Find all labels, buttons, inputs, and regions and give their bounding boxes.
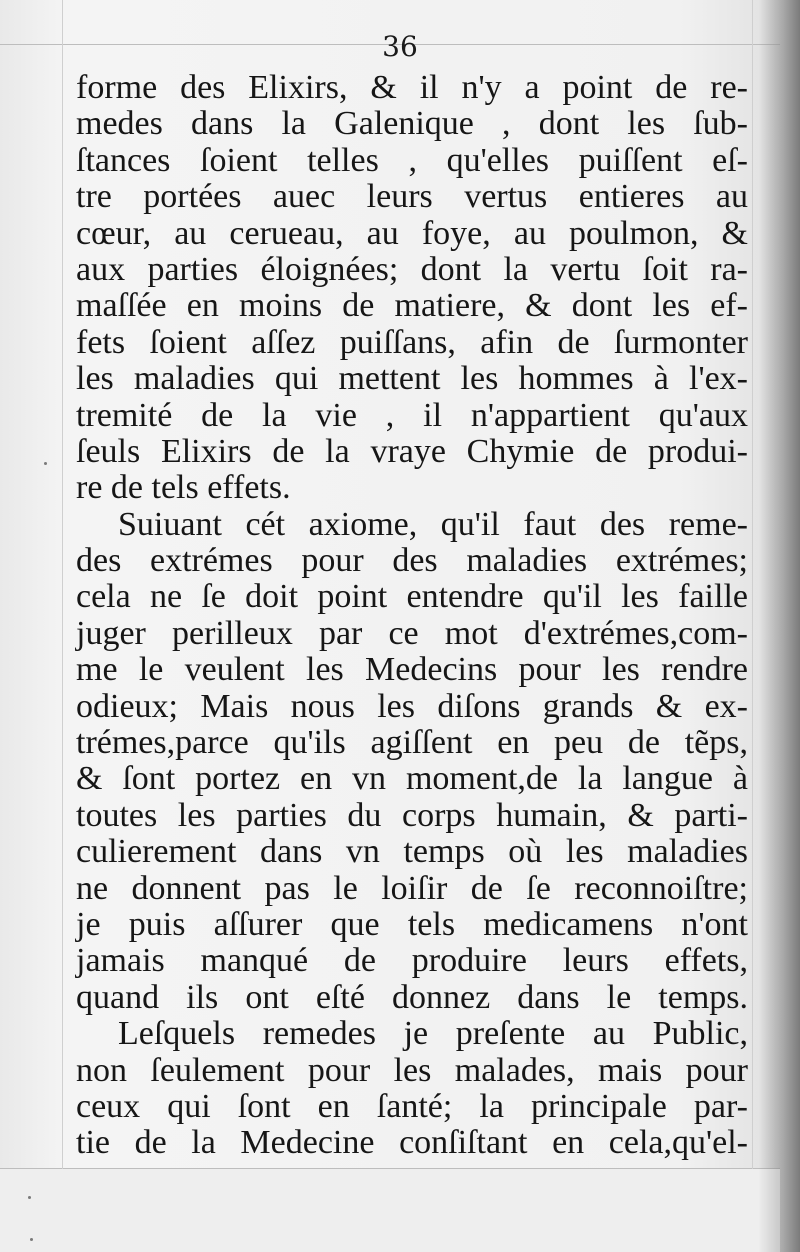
text-line: Suiuant cét axiome, qu'il faut des reme- [118,505,748,543]
text-line: jamais manqué de produire leurs effets, [76,942,748,980]
paper-speck [44,462,47,465]
text-line: non ſeulement pour les malades, mais pour [76,1051,748,1089]
text-line: odieux; Mais nous les diſons grands & ex- [76,687,748,725]
text-line: cela ne ſe doit point entendre qu'il les faille [76,578,748,616]
text-line: des extrémes pour des maladies extrémes; [76,542,748,580]
text-line: quand ils ont eſté donnez dans le temps. [76,978,748,1016]
text-line: culierement dans vn temps où les maladies [76,833,748,871]
text-line: aux parties éloignées; dont la vertu ſoit ra- [76,250,748,288]
left-margin-rule [62,0,63,1252]
text-line: Leſquels remedes je preſente au Public, [118,1015,748,1053]
paragraph [76,1016,748,1162]
body-text [76,70,748,1162]
text-line: tie de la Medecine conſiſtant en cela,qu'el- [76,1124,748,1162]
paragraph [76,507,748,1016]
lower-margin [0,1169,780,1252]
text-line: maſſée en moins de matiere, & dont les ef- [76,287,748,325]
text-line: trémes,parce qu'ils agiſſent en peu de tẽps, [76,724,748,762]
text-line: medes dans la Galenique , dont les ſub- [76,105,748,143]
text-line: & ſont portez en vn moment,de la langue à [76,760,748,798]
text-line: je puis aſſurer que tels medicamens n'ont [76,905,748,943]
text-line: juger perilleux par ce mot d'extrémes,com- [76,614,748,652]
text-line: tremité de la vie , il n'appartient qu'aux [76,396,748,434]
text-line: forme des Elixirs, & il n'y a point de re- [76,69,748,106]
text-line: toutes les parties du corps humain, & parti- [76,796,748,834]
text-line: les maladies qui mettent les hommes à l'ex- [76,360,748,398]
text-line: cœur, au cerueau, au foye, au poulmon, & [76,214,748,252]
text-line: fets ſoient aſſez puiſſans, afin de ſurmonter [76,323,748,361]
paper-speck [28,1196,31,1199]
text-line: re de tels effets. [76,469,291,507]
paragraph [76,70,748,507]
text-line: tre portées auec leurs vertus entieres au [76,178,748,216]
spine-shadow [758,0,800,1252]
text-line: ſtances ſoient telles , qu'elles puiſſent eſ- [76,141,748,179]
page-number: 36 [382,30,418,63]
text-line: me le veulent les Medecins pour les rendre [76,651,748,689]
right-margin-rule [752,0,753,1252]
paper-speck [30,1238,33,1241]
text-line: ne donnent pas le loiſir de ſe reconnoiſtre; [76,869,748,907]
text-line: ceux qui ſont en ſanté; la principale par- [76,1087,748,1125]
text-line: ſeuls Elixirs de la vraye Chymie de produi- [76,432,748,470]
